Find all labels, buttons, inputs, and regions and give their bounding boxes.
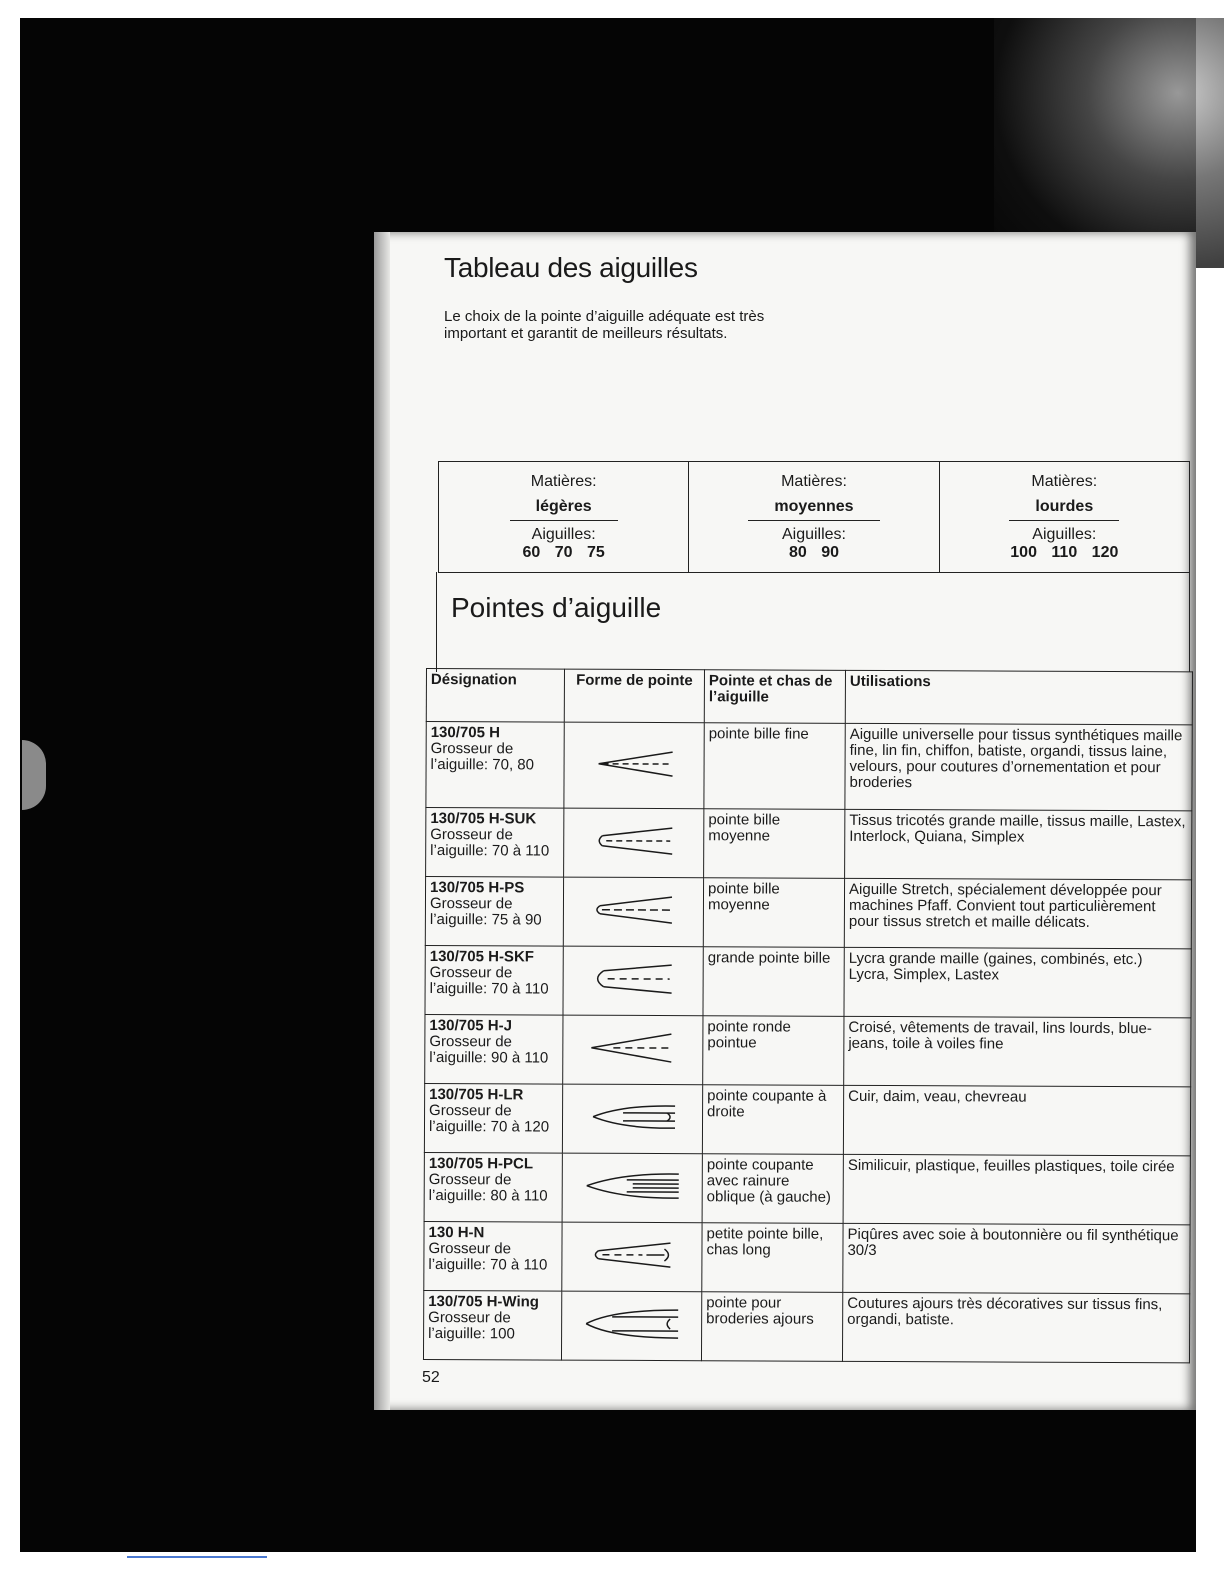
- intro-text: Le choix de la pointe d’aiguille adéquate est très important et garantit de meilleurs résultats.: [444, 308, 765, 342]
- uses-cell: Croisé, vêtements de travail, lins lourds, blue-jeans, toile à voiles fine: [844, 1016, 1191, 1087]
- needle-sizes: 80 90: [788, 544, 840, 561]
- material-column-heavy: [940, 462, 1189, 572]
- header-utilisations: Utilisations: [845, 670, 1192, 725]
- needle-point-long-eye-icon: [582, 1238, 682, 1272]
- needle-sizes: 100 110 120: [1010, 544, 1119, 561]
- pointe-cell: pointe bille moyenne: [703, 878, 844, 948]
- material-weight: lourdes: [1009, 496, 1119, 521]
- needle-caliber: Grosseur de l’aiguille: 70 à 110: [428, 1240, 548, 1274]
- needle-caliber: Grosseur de l’aiguille: 80 à 110: [428, 1171, 548, 1205]
- table-row: [425, 1014, 1191, 1086]
- needle-caliber: Grosseur de l’aiguille: 90 à 110: [429, 1033, 549, 1067]
- shape-cell: [561, 1291, 701, 1361]
- needle-points-table: [423, 668, 1193, 1363]
- material-column-light: [439, 462, 689, 572]
- material-label: Matières:: [1031, 473, 1098, 490]
- header-forme: Forme de pointe: [564, 669, 704, 723]
- shape-cell: [564, 808, 704, 878]
- needle-code: 130/705 H: [430, 724, 500, 742]
- needle-code: 130/705 H-PS: [430, 879, 525, 897]
- needle-code: 130 H-N: [428, 1224, 485, 1242]
- needle-code: 130/705 H-SKF: [429, 948, 534, 966]
- needle-code: 130/705 H-J: [429, 1017, 513, 1035]
- pointe-cell: pointe coupante à droite: [702, 1085, 843, 1155]
- needle-point-sharp-icon: [583, 1031, 683, 1065]
- pointe-cell: pointe ronde pointue: [703, 1016, 844, 1086]
- uses-cell: Coutures ajours très décoratives sur tissus fins, organdi, batiste.: [842, 1292, 1189, 1363]
- needle-point-wing-icon: [582, 1307, 682, 1341]
- pointe-cell: pointe pour broderies ajours: [701, 1292, 842, 1362]
- table-row: [423, 1290, 1189, 1362]
- shape-cell: [562, 1153, 702, 1223]
- needle-caliber: Grosseur de l’aiguille: 70 à 120: [428, 1102, 550, 1136]
- uses-cell: Aiguille Stretch, spécialement développée pour machines Pfaff. Convient tout particulièrement pour tissus stretch et maille délicats.: [844, 878, 1191, 949]
- uses-cell: Similicuir, plastique, feuilles plastiques, toile cirée: [843, 1154, 1190, 1225]
- needle-code: 130/705 H-Wing: [428, 1293, 540, 1311]
- header-pointe: Pointe et chas de l’aiguille: [704, 670, 845, 724]
- uses-cell: Lycra grande maille (gaines, combinés, etc.) Lycra, Simplex, Lastex: [844, 947, 1191, 1018]
- material-weight: légères: [510, 496, 618, 521]
- designation-cell: [424, 1221, 562, 1291]
- uses-cell: Cuir, daim, veau, chevreau: [843, 1085, 1190, 1156]
- table-row: [424, 1152, 1190, 1224]
- designation-cell: [426, 722, 564, 809]
- uses-cell: Aiguille universelle pour tissus synthétiques maille fine, lin fin, chiffon, batiste, organdi, tissus laine, velours, pour coutures d’ornementation et pour broderies: [845, 723, 1192, 811]
- needle-point-cutting-left-icon: [582, 1169, 682, 1203]
- bottom-underline: [127, 1556, 267, 1558]
- needle-label: Aiguilles:: [531, 526, 596, 543]
- needle-sizes: 60 70 75: [522, 544, 605, 561]
- needle-label: Aiguilles:: [1032, 526, 1097, 543]
- needle-point-leather-icon: [582, 1100, 682, 1134]
- uses-cell: Piqûres avec soie à boutonnière ou fil synthétique 30/3: [843, 1223, 1190, 1294]
- designation-cell: [426, 808, 564, 878]
- material-label: Matières:: [781, 473, 847, 490]
- table-row: [424, 1083, 1190, 1155]
- designation-cell: [423, 1290, 561, 1360]
- uses-cell: Tissus tricotés grande maille, tissus maille, Lastex, Interlock, Quiana, Simplex: [845, 809, 1192, 880]
- needle-point-fine-ball-icon: [584, 746, 684, 780]
- needle-caliber: Grosseur de l’aiguille: 100: [428, 1309, 515, 1343]
- page-title: Tableau des aiguilles: [444, 252, 698, 283]
- needle-caliber: Grosseur de l’aiguille: 70 à 110: [429, 964, 549, 998]
- materials-table: [438, 461, 1190, 573]
- shape-cell: [563, 1015, 703, 1085]
- needle-point-large-ball-icon: [583, 962, 683, 996]
- needle-code: 130/705 H-SUK: [430, 810, 537, 828]
- scan-edge-texture: [994, 18, 1224, 268]
- needle-caliber: Grosseur de l’aiguille: 70 à 110: [430, 826, 550, 860]
- needle-code: 130/705 H-LR: [429, 1086, 524, 1104]
- table-row: [425, 945, 1191, 1017]
- table-row: [426, 808, 1192, 880]
- shape-cell: [563, 877, 703, 947]
- needle-code: 130/705 H-PCL: [428, 1155, 534, 1173]
- designation-cell: [424, 1083, 562, 1153]
- pointe-cell: pointe coupante avec rainure oblique (à gauche): [702, 1154, 843, 1224]
- table-header-row: [426, 669, 1192, 725]
- section-header-box: [436, 572, 1190, 672]
- pointe-cell: petite pointe bille, chas long: [702, 1223, 843, 1293]
- shape-cell: [564, 722, 704, 809]
- needle-caliber: Grosseur de l’aiguille: 75 à 90: [429, 895, 542, 929]
- pointe-cell: pointe bille moyenne: [704, 809, 845, 879]
- page-spine: [374, 232, 390, 1410]
- needle-caliber: Grosseur de l’aiguille: 70, 80: [430, 740, 535, 774]
- designation-cell: [425, 945, 563, 1015]
- table-row: [425, 877, 1191, 949]
- shape-cell: [562, 1084, 702, 1154]
- designation-cell: [425, 877, 563, 947]
- table-row: [426, 722, 1192, 811]
- shape-cell: [563, 946, 703, 1016]
- section-title: Pointes d’aiguille: [451, 592, 662, 623]
- header-designation: Désignation: [426, 669, 564, 723]
- designation-cell: [424, 1152, 562, 1222]
- material-label: Matières:: [530, 473, 597, 490]
- needle-point-stretch-icon: [583, 893, 683, 927]
- pointe-cell: grande pointe bille: [703, 947, 844, 1017]
- manual-page: [374, 232, 1196, 1410]
- material-column-medium: [689, 462, 939, 572]
- needle-point-medium-ball-icon: [584, 824, 684, 858]
- pointe-cell: pointe bille fine: [704, 723, 845, 810]
- needle-label: Aiguilles:: [781, 526, 846, 543]
- shape-cell: [562, 1222, 702, 1292]
- material-weight: moyennes: [748, 496, 879, 521]
- page-number: 52: [422, 1369, 440, 1386]
- designation-cell: [425, 1014, 563, 1084]
- table-row: [424, 1221, 1190, 1293]
